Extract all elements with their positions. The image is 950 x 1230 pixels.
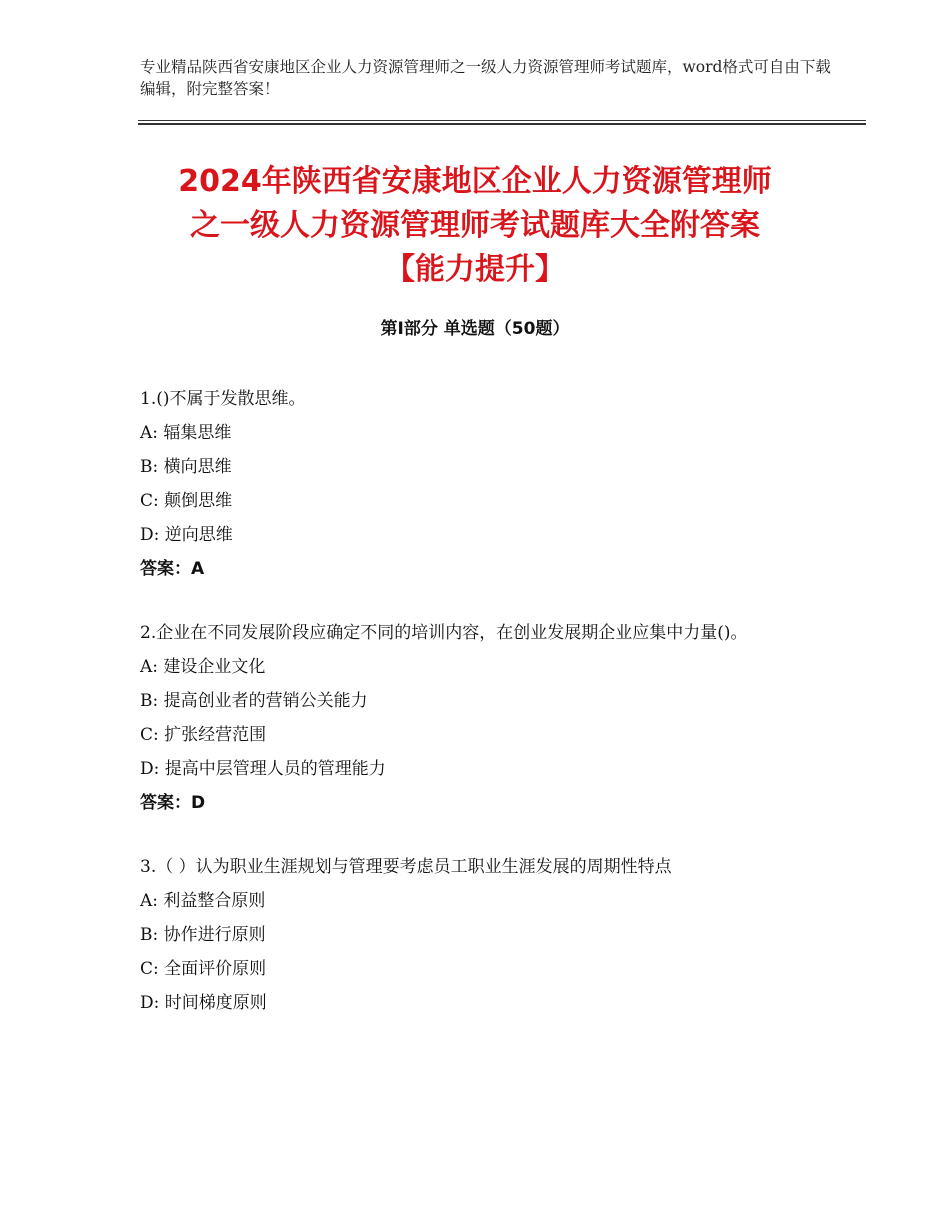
answer-line: 答案：D bbox=[140, 793, 206, 813]
question-2 bbox=[140, 616, 820, 820]
option-c: C: 全面评价原则 bbox=[140, 959, 267, 979]
option-a: A: 建设企业文化 bbox=[140, 657, 266, 677]
option-a: A: 利益整合原则 bbox=[140, 891, 266, 911]
option-c: C: 扩张经营范围 bbox=[140, 725, 267, 745]
option-d: D: 时间梯度原则 bbox=[140, 993, 267, 1013]
option-a: A: 辐集思维 bbox=[140, 423, 232, 443]
header-divider bbox=[138, 120, 866, 125]
question-1 bbox=[140, 382, 820, 586]
question-stem: 1.()不属于发散思维。 bbox=[140, 389, 306, 409]
option-c: C: 颠倒思维 bbox=[140, 491, 233, 511]
option-b: B: 横向思维 bbox=[140, 457, 232, 477]
question-3 bbox=[140, 850, 820, 1020]
option-d: D: 提高中层管理人员的管理能力 bbox=[140, 759, 386, 779]
option-b: B: 协作进行原则 bbox=[140, 925, 266, 945]
document-title bbox=[100, 160, 850, 292]
document-title-line-1: 2024年陕西省安康地区企业人力资源管理师 bbox=[178, 164, 772, 199]
header-note: 专业精品陕西省安康地区企业人力资源管理师之一级人力资源管理师考试题库，word格式可自由下载编辑，附完整答案！ bbox=[140, 58, 831, 98]
question-stem: 2.企业在不同发展阶段应确定不同的培训内容，在创业发展期企业应集中力量()。 bbox=[140, 623, 748, 643]
question-list bbox=[140, 382, 820, 1050]
document-title-line-3: 【能力提升】 bbox=[385, 252, 565, 287]
answer-line: 答案：A bbox=[140, 559, 205, 579]
option-d: D: 逆向思维 bbox=[140, 525, 233, 545]
option-b: B: 提高创业者的营销公关能力 bbox=[140, 691, 368, 711]
section-title: 第Ⅰ部分 单选题（50题） bbox=[380, 319, 570, 339]
question-stem: 3.（ ）认为职业生涯规划与管理要考虑员工职业生涯发展的周期性特点 bbox=[140, 857, 672, 877]
document-title-line-2: 之一级人力资源管理师考试题库大全附答案 bbox=[190, 208, 760, 243]
